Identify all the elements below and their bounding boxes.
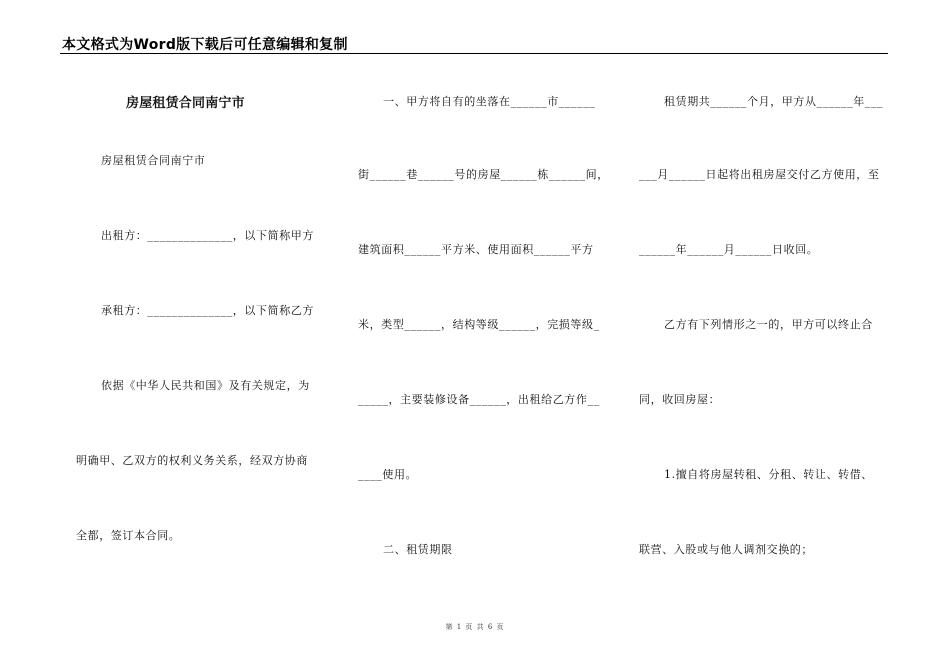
section-heading: 二、租赁期限 xyxy=(383,543,453,556)
header-rule xyxy=(60,53,888,54)
paragraph-line: 明确甲、乙双方的权利义务关系，经双方协商 xyxy=(76,454,308,467)
paragraph-line: 建筑面积______平方米、使用面积______平方 xyxy=(358,243,594,256)
paragraph-line: 米，类型______，结构等级______，完损等级_ xyxy=(358,318,600,331)
paragraph-line: 街______巷______号的房屋______栋______间， xyxy=(358,168,609,181)
paragraph-line: 租赁期共______个月，甲方从______年___ xyxy=(664,95,884,108)
paragraph-line: _____，主要装修设备______，出租给乙方作__ xyxy=(358,393,600,406)
page-number: 第 1 页 共 6 页 xyxy=(445,623,505,631)
paragraph-line: 依据《中华人民共和国》及有关规定，为 xyxy=(101,379,310,392)
paragraph-line: 乙方有下列情形之一的，甲方可以终止合 xyxy=(664,318,873,331)
paragraph-line: 全都，签订本合同。 xyxy=(76,529,181,542)
paragraph-line: 联营、入股或与他人调剂交换的； xyxy=(639,543,813,556)
paragraph-line: ______年______月______日收回。 xyxy=(639,243,819,256)
paragraph-line: 出租方：______________，以下简称甲方 xyxy=(101,229,314,242)
paragraph-line: ____使用。 xyxy=(358,468,418,481)
paragraph-line: 1.擅自将房屋转租、分租、转让、转借、 xyxy=(664,468,873,481)
paragraph-line: 承租方：______________，以下简称乙方 xyxy=(101,304,314,317)
header-title: 本文格式为Word版下载后可任意编辑和复制 xyxy=(62,37,348,53)
document-title: 房屋租赁合同南宁市 xyxy=(126,96,245,111)
paragraph-line: 同，收回房屋： xyxy=(639,393,721,406)
paragraph-line: 房屋租赁合同南宁市 xyxy=(101,154,206,167)
paragraph-line: 一、甲方将自有的坐落在______市______ xyxy=(383,95,596,108)
paragraph-line: ___月______日起将出租房屋交付乙方使用，至 xyxy=(639,168,880,181)
